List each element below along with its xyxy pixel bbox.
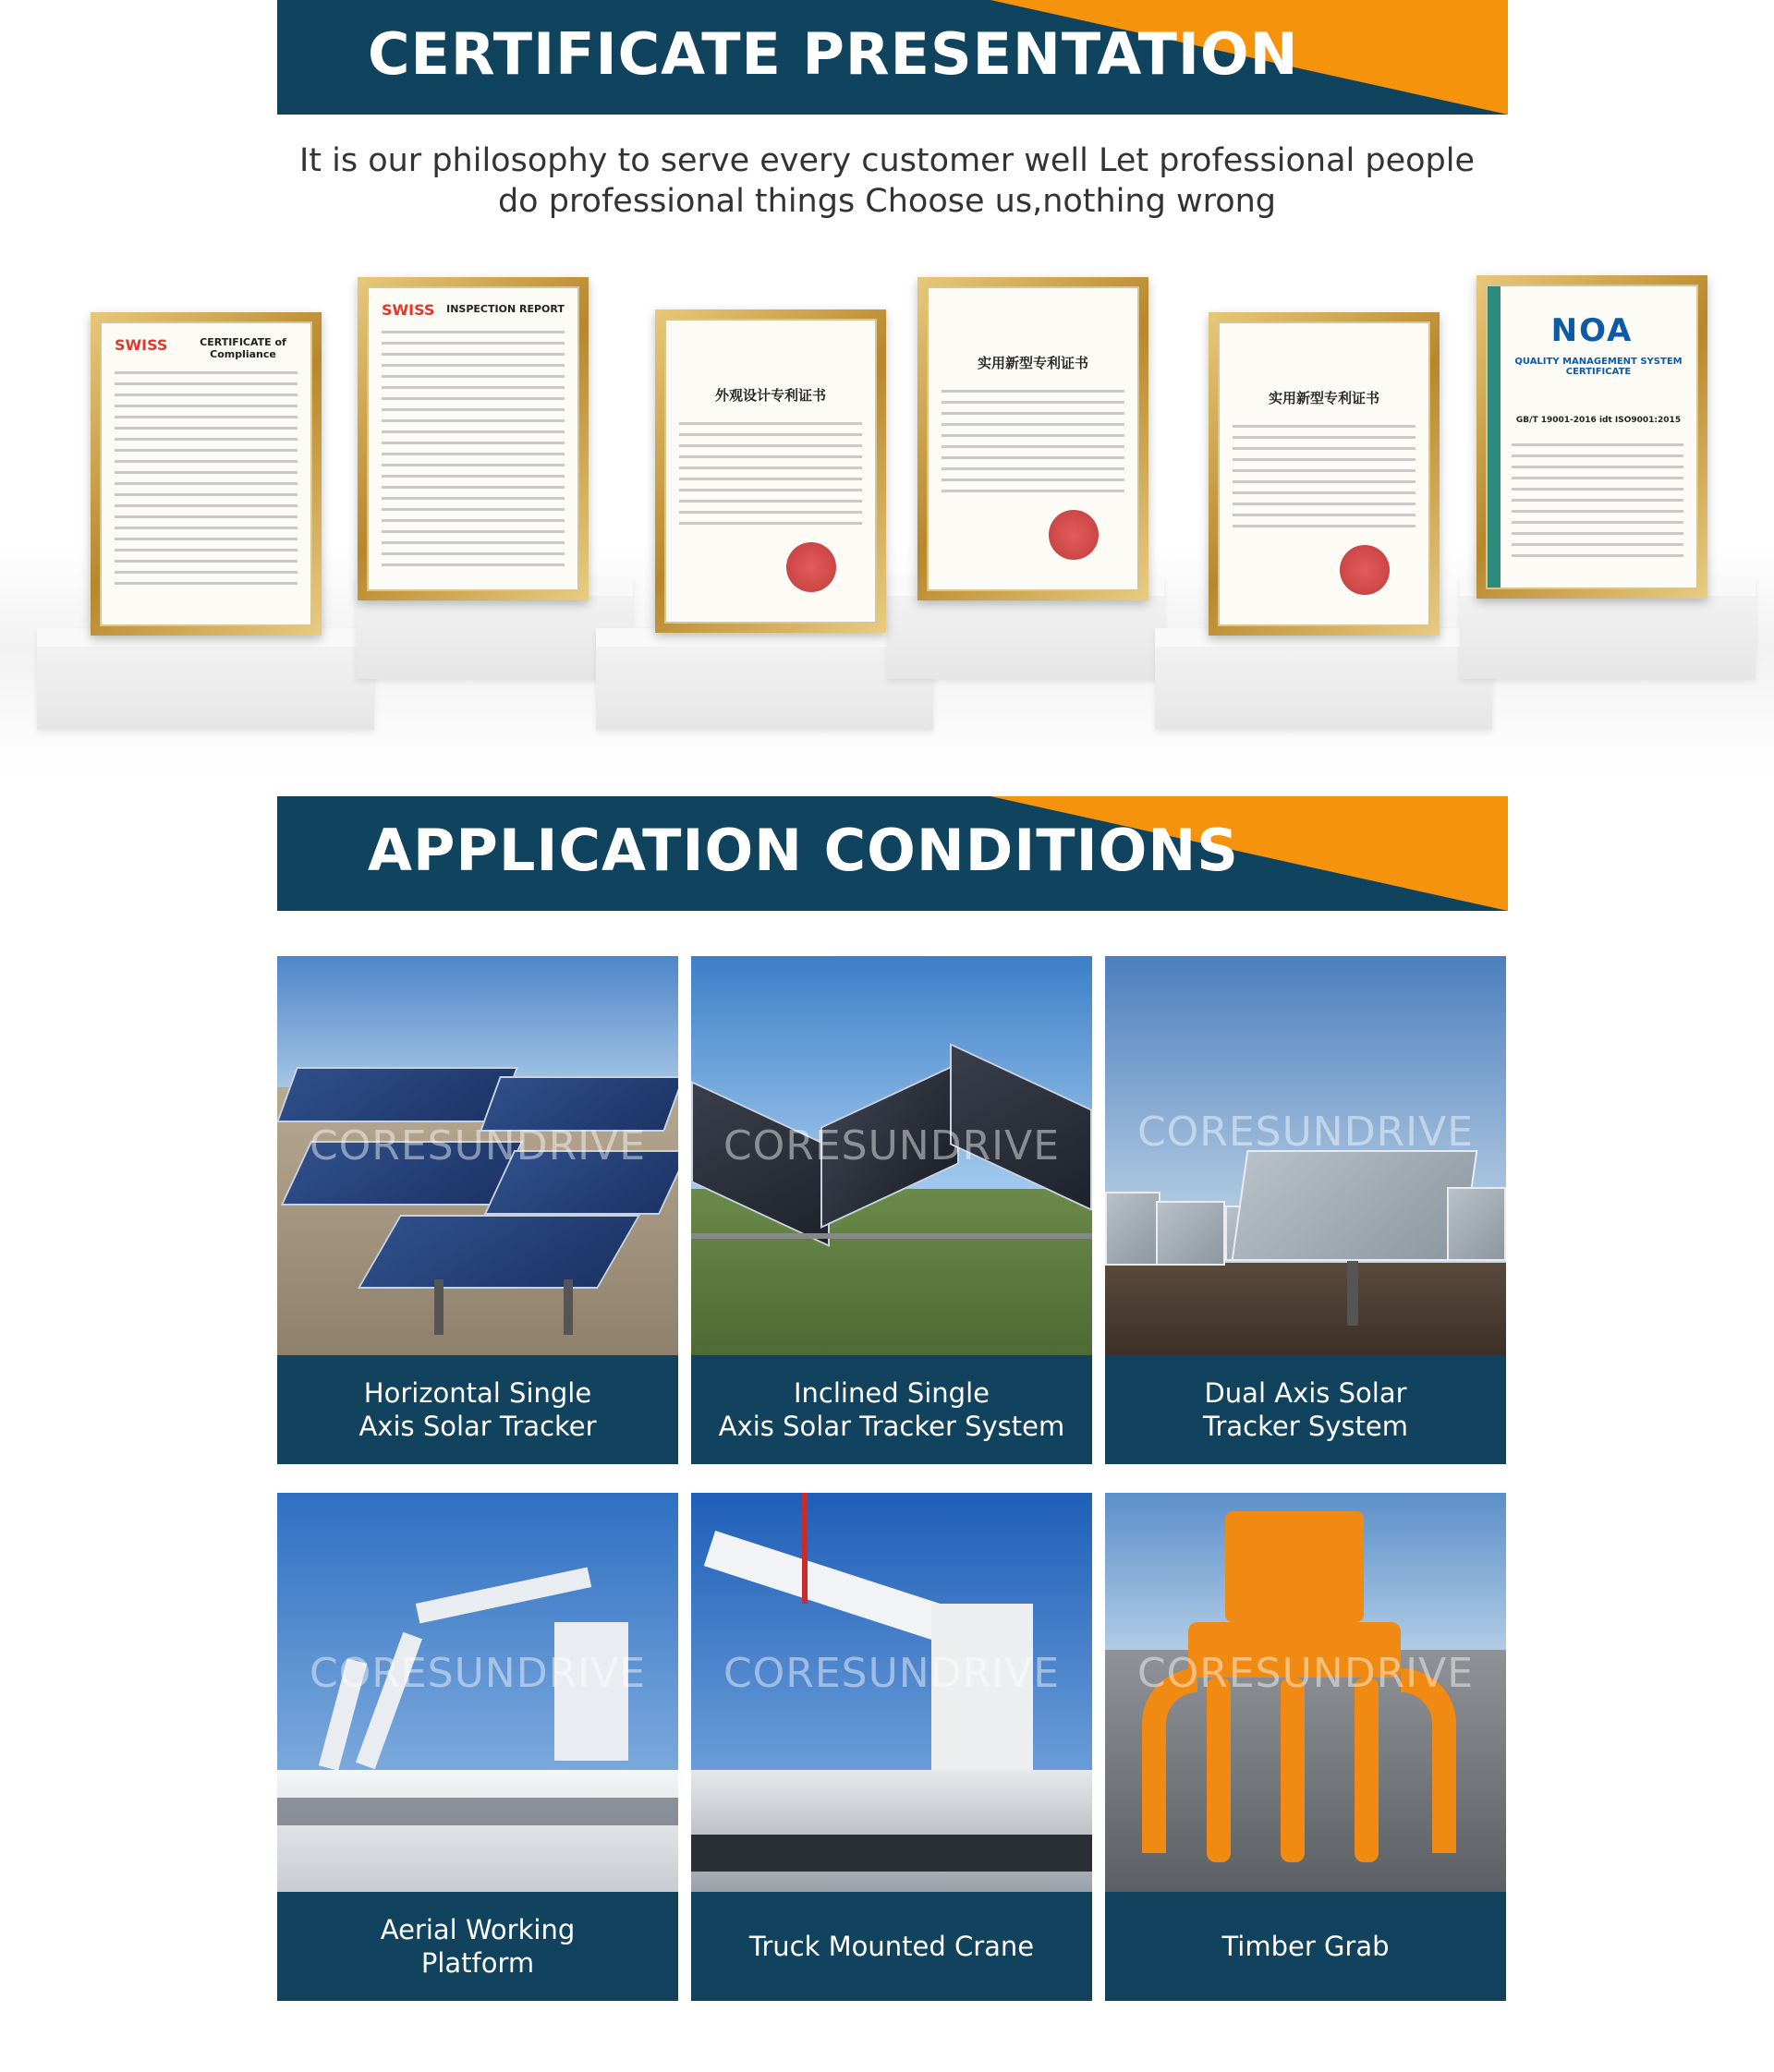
certificate-heading: 实用新型专利证书 [1268,390,1379,406]
tagline-line-2: do professional things Choose us,nothing wrong [497,183,1277,220]
card-caption: Timber Grab [1105,1892,1506,2001]
watermark: CORESUNDRIVE [309,1650,647,1697]
noa-logo: NOA [1550,312,1634,349]
certificate-heading: CERTIFICATE of Compliance [200,336,286,360]
certificate-standard: GB/T 19001-2016 idt ISO9001:2015 [1515,416,1682,425]
card-caption: Horizontal Single Axis Solar Tracker [277,1355,678,1464]
certificate-heading: INSPECTION REPORT [446,303,565,315]
tagline-line-1: It is our philosophy to serve every customer well Let professional people [298,142,1476,179]
card-caption: Dual Axis Solar Tracker System [1105,1355,1506,1464]
swiss-logo: SWISS [115,336,168,354]
card-caption: Inclined Single Axis Solar Tracker System [691,1355,1092,1464]
certificate-heading: QUALITY MANAGEMENT SYSTEM CERTIFICATE [1514,357,1683,377]
application-banner [277,796,1508,911]
application-photo [1105,1493,1506,1892]
application-photo [691,956,1092,1355]
watermark: CORESUNDRIVE [723,1650,1061,1697]
application-card-inclined-tracker[interactable] [691,956,1092,1464]
swiss-logo: SWISS [382,301,435,319]
application-card-timber-grab[interactable] [1105,1493,1506,2001]
official-seal [1340,545,1390,595]
application-card-dual-axis-tracker[interactable] [1105,956,1506,1464]
certificate-frame [917,277,1148,600]
certificate-heading: 实用新型专利证书 [977,355,1088,371]
watermark: CORESUNDRIVE [1136,1109,1475,1156]
card-caption: Truck Mounted Crane [691,1892,1092,2001]
official-seal [1049,510,1099,560]
watermark: CORESUNDRIVE [723,1122,1061,1169]
certificate-frame [1476,275,1707,599]
certificate-section-title: CERTIFICATE PRESENTATION [368,20,1299,88]
application-card-truck-crane[interactable] [691,1493,1092,2001]
tagline [0,140,1774,222]
pedestal [37,628,374,730]
official-seal [786,542,836,592]
application-card-aerial-platform[interactable] [277,1493,678,2001]
application-photo [277,956,678,1355]
pedestal [1155,628,1492,730]
certificate-gallery [0,259,1774,776]
application-card-horizontal-tracker[interactable] [277,956,678,1464]
certificate-banner [277,0,1508,115]
certificate-heading: 外观设计专利证书 [714,387,826,404]
watermark: CORESUNDRIVE [309,1122,647,1169]
certificate-frame [655,309,886,633]
certificate-frame [358,277,589,600]
pedestal [596,628,933,730]
application-photo [277,1493,678,1892]
application-section-title: APPLICATION CONDITIONS [368,817,1239,884]
application-photo [1105,956,1506,1355]
card-caption: Aerial Working Platform [277,1892,678,2001]
watermark: CORESUNDRIVE [1136,1650,1475,1697]
certificate-frame [1209,312,1440,636]
application-photo [691,1493,1092,1892]
certificate-frame [91,312,322,636]
